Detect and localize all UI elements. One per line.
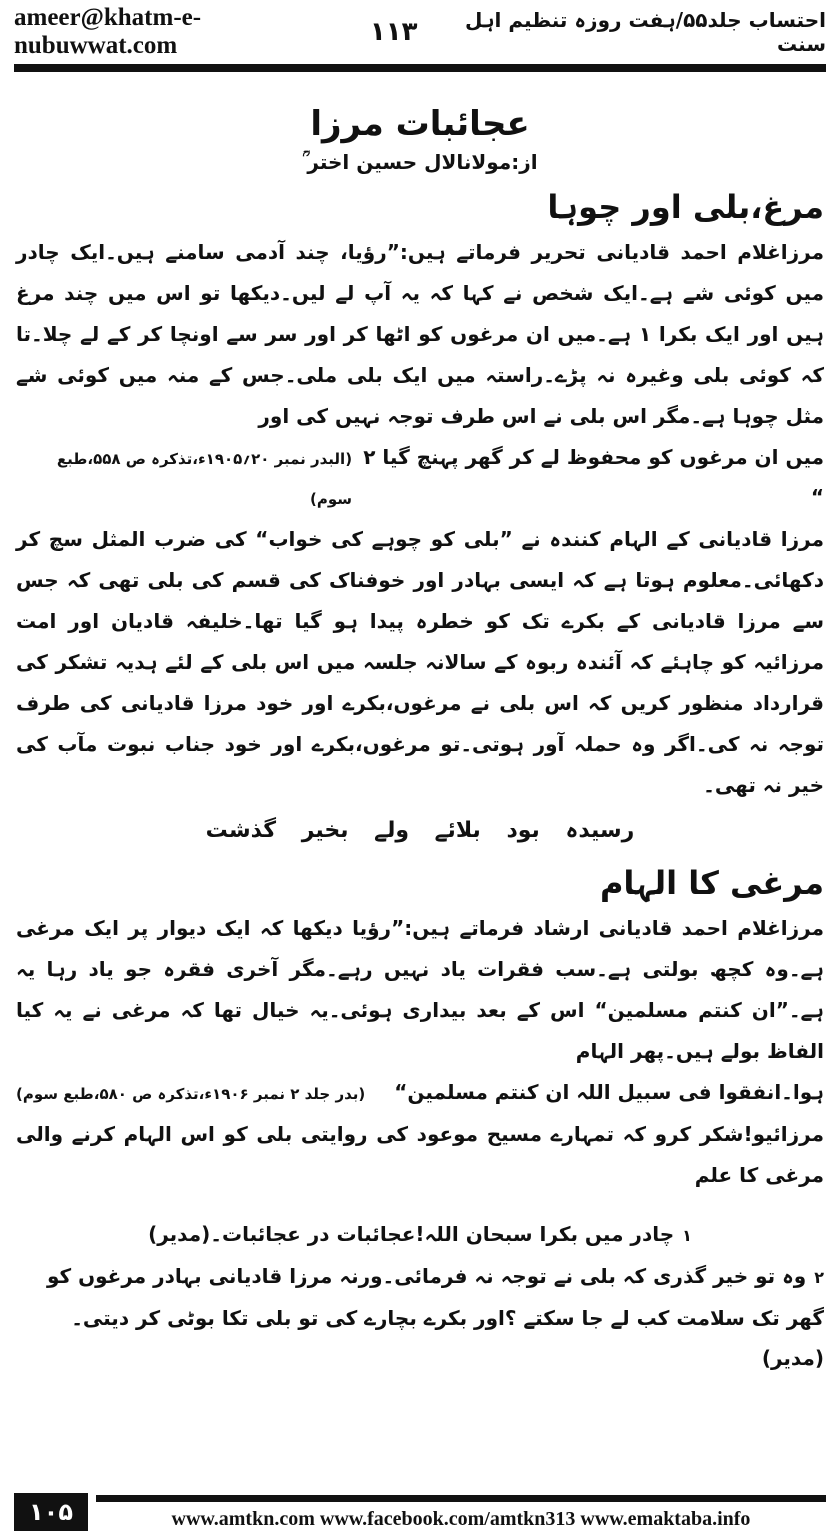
footnote-text: چادر میں بکرا سبحان اللہ!عجائبات در عجائبات۔(مدیر) bbox=[148, 1222, 675, 1246]
article-body bbox=[16, 100, 824, 1478]
header-email: ameer@khatm-e-nubuwwat.com bbox=[14, 4, 202, 59]
page-footer bbox=[14, 1488, 826, 1536]
section-1-commentary: مرزا قادیانی کے الہام کنندہ نے ”بلی کو چوہے کی خواب“ کی ضرب المثل سچ کر دکھائی۔معلوم ہوتا ہے کہ ایسی بہادر اور خوفناک کی قسم کی بلی تھی کہ جس سے مرزا قادیانی کے بکرے تک کو خطرہ پیدا ہو گیا تھا۔خلیفہ قادیان اور امت مرزائیہ کو چاہئے کہ آئندہ ربوہ کے سالانہ جلسہ میں اس بلی کے لئے ہدیہ تشکر کی قرارداد منظور کریں کہ اس بلی نے مرغوں،بکرے اور خود مرزا قادیانی کی طرف توجہ نہ کی۔اگر وہ حملہ آور ہوتی۔تو مرغوں،بکرے اور خود جناب نبوت مآب کی خیر نہ تھی۔ bbox=[16, 527, 824, 797]
header-left bbox=[14, 4, 418, 60]
reference-text: ہوا۔انفقوا فی سبیل اللہ ان کنتم مسلمین“ bbox=[394, 1080, 824, 1104]
footnote-2 bbox=[16, 1256, 824, 1378]
persian-verse: رسیدہ بود بلائے ولے بخیر گذشت bbox=[205, 818, 635, 843]
section-2-reference-line bbox=[16, 1072, 824, 1114]
section-1-reference-line bbox=[16, 437, 824, 519]
footnote-mark: ۱ bbox=[682, 1226, 692, 1245]
section-2-commentary: مرزائیو!شکر کرو کہ تمہارے مسیح موعود کی روایتی بلی کو اس الہام کرنے والی مرغی کا علم bbox=[16, 1122, 825, 1187]
reference-citation: (البدر نمبر ۲۰؍۱۹۰۵ء،تذکرہ ص ۵۵۸،طبع سوم) bbox=[56, 450, 353, 508]
footer-links[interactable]: www.amtkn.com www.facebook.com/amtkn313 www.emaktaba.info bbox=[171, 1508, 751, 1530]
footer-page-number: ۱۰۵ bbox=[14, 1493, 88, 1531]
article-author: از:مولانالال حسین اختر ؒ bbox=[302, 150, 538, 174]
reference-text: میں ان مرغوں کو محفوظ لے کر گھر پہنچ گیا ۲ “ bbox=[363, 445, 824, 509]
header-journal-title: احتساب جلد۵۵/ہفت روزہ تنظیم اہل سنت bbox=[464, 8, 826, 56]
article-title: عجائبات مرزا bbox=[310, 104, 530, 144]
page-header bbox=[14, 4, 826, 59]
footnote-text: وہ تو خیر گذری کہ بلی نے توجہ نہ فرمائی۔ورنہ مرزا قادیانی بہادر مرغوں کو گھر تک سلامت کب لے جا سکتے ؟اور بکرے بچارے کی تو بلی تکا بوٹی کر دیتی۔(مدیر) bbox=[46, 1264, 824, 1370]
footer-bar bbox=[96, 1493, 826, 1531]
section-2-paragraph-1: مرزاغلام احمد قادیانی ارشاد فرماتے ہیں:”رؤیا دیکھا کہ ایک دیوار پر ایک مرغی ہے۔وہ کچھ بولتی ہے۔سب فقرات یاد نہیں رہے۔مگر آخری فقرہ جو یاد رہا یہ ہے۔”ان کنتم مسلمین“ اس کے بعد بیداری ہوئی۔یہ خیال تھا کہ مرغی نے یہ کیا الفاظ بولے ہیں۔پھر الہام bbox=[16, 916, 824, 1063]
header-page-number: ۱۱۳ bbox=[369, 17, 418, 47]
reference-citation: (بدر جلد ۲ نمبر ۱۹۰۶ء،تذکرہ ص ۵۸۰،طبع سوم) bbox=[16, 1085, 366, 1103]
section-heading-1: مرغ،بلی اور چوہا bbox=[547, 188, 824, 226]
footnotes bbox=[16, 1214, 824, 1378]
footnote-mark: ۲ bbox=[814, 1268, 824, 1287]
section-1-paragraph-1: مرزاغلام احمد قادیانی تحریر فرماتے ہیں:”رؤیا، چند آدمی سامنے ہیں۔ایک چادر میں کوئی شے ہے۔ایک شخص نے کہا کہ یہ آپ لے لیں۔دیکھا تو اس میں چند مرغ ہیں اور ایک بکرا ۱ ہے۔میں ان مرغوں کو اٹھا کر اور سر سے اونچا کر کے لے چلا۔تا کہ کوئی بلی وغیرہ نہ پڑے۔راستہ میں ایک بلی ملی۔جس کے منہ میں کوئی شے مثل چوہا ہے۔مگر اس بلی نے اس طرف توجہ نہیں کی اور bbox=[16, 240, 824, 428]
section-heading-2: مرغی کا الہام bbox=[599, 864, 824, 902]
footnote-1 bbox=[16, 1214, 824, 1256]
header-rule bbox=[14, 64, 826, 72]
